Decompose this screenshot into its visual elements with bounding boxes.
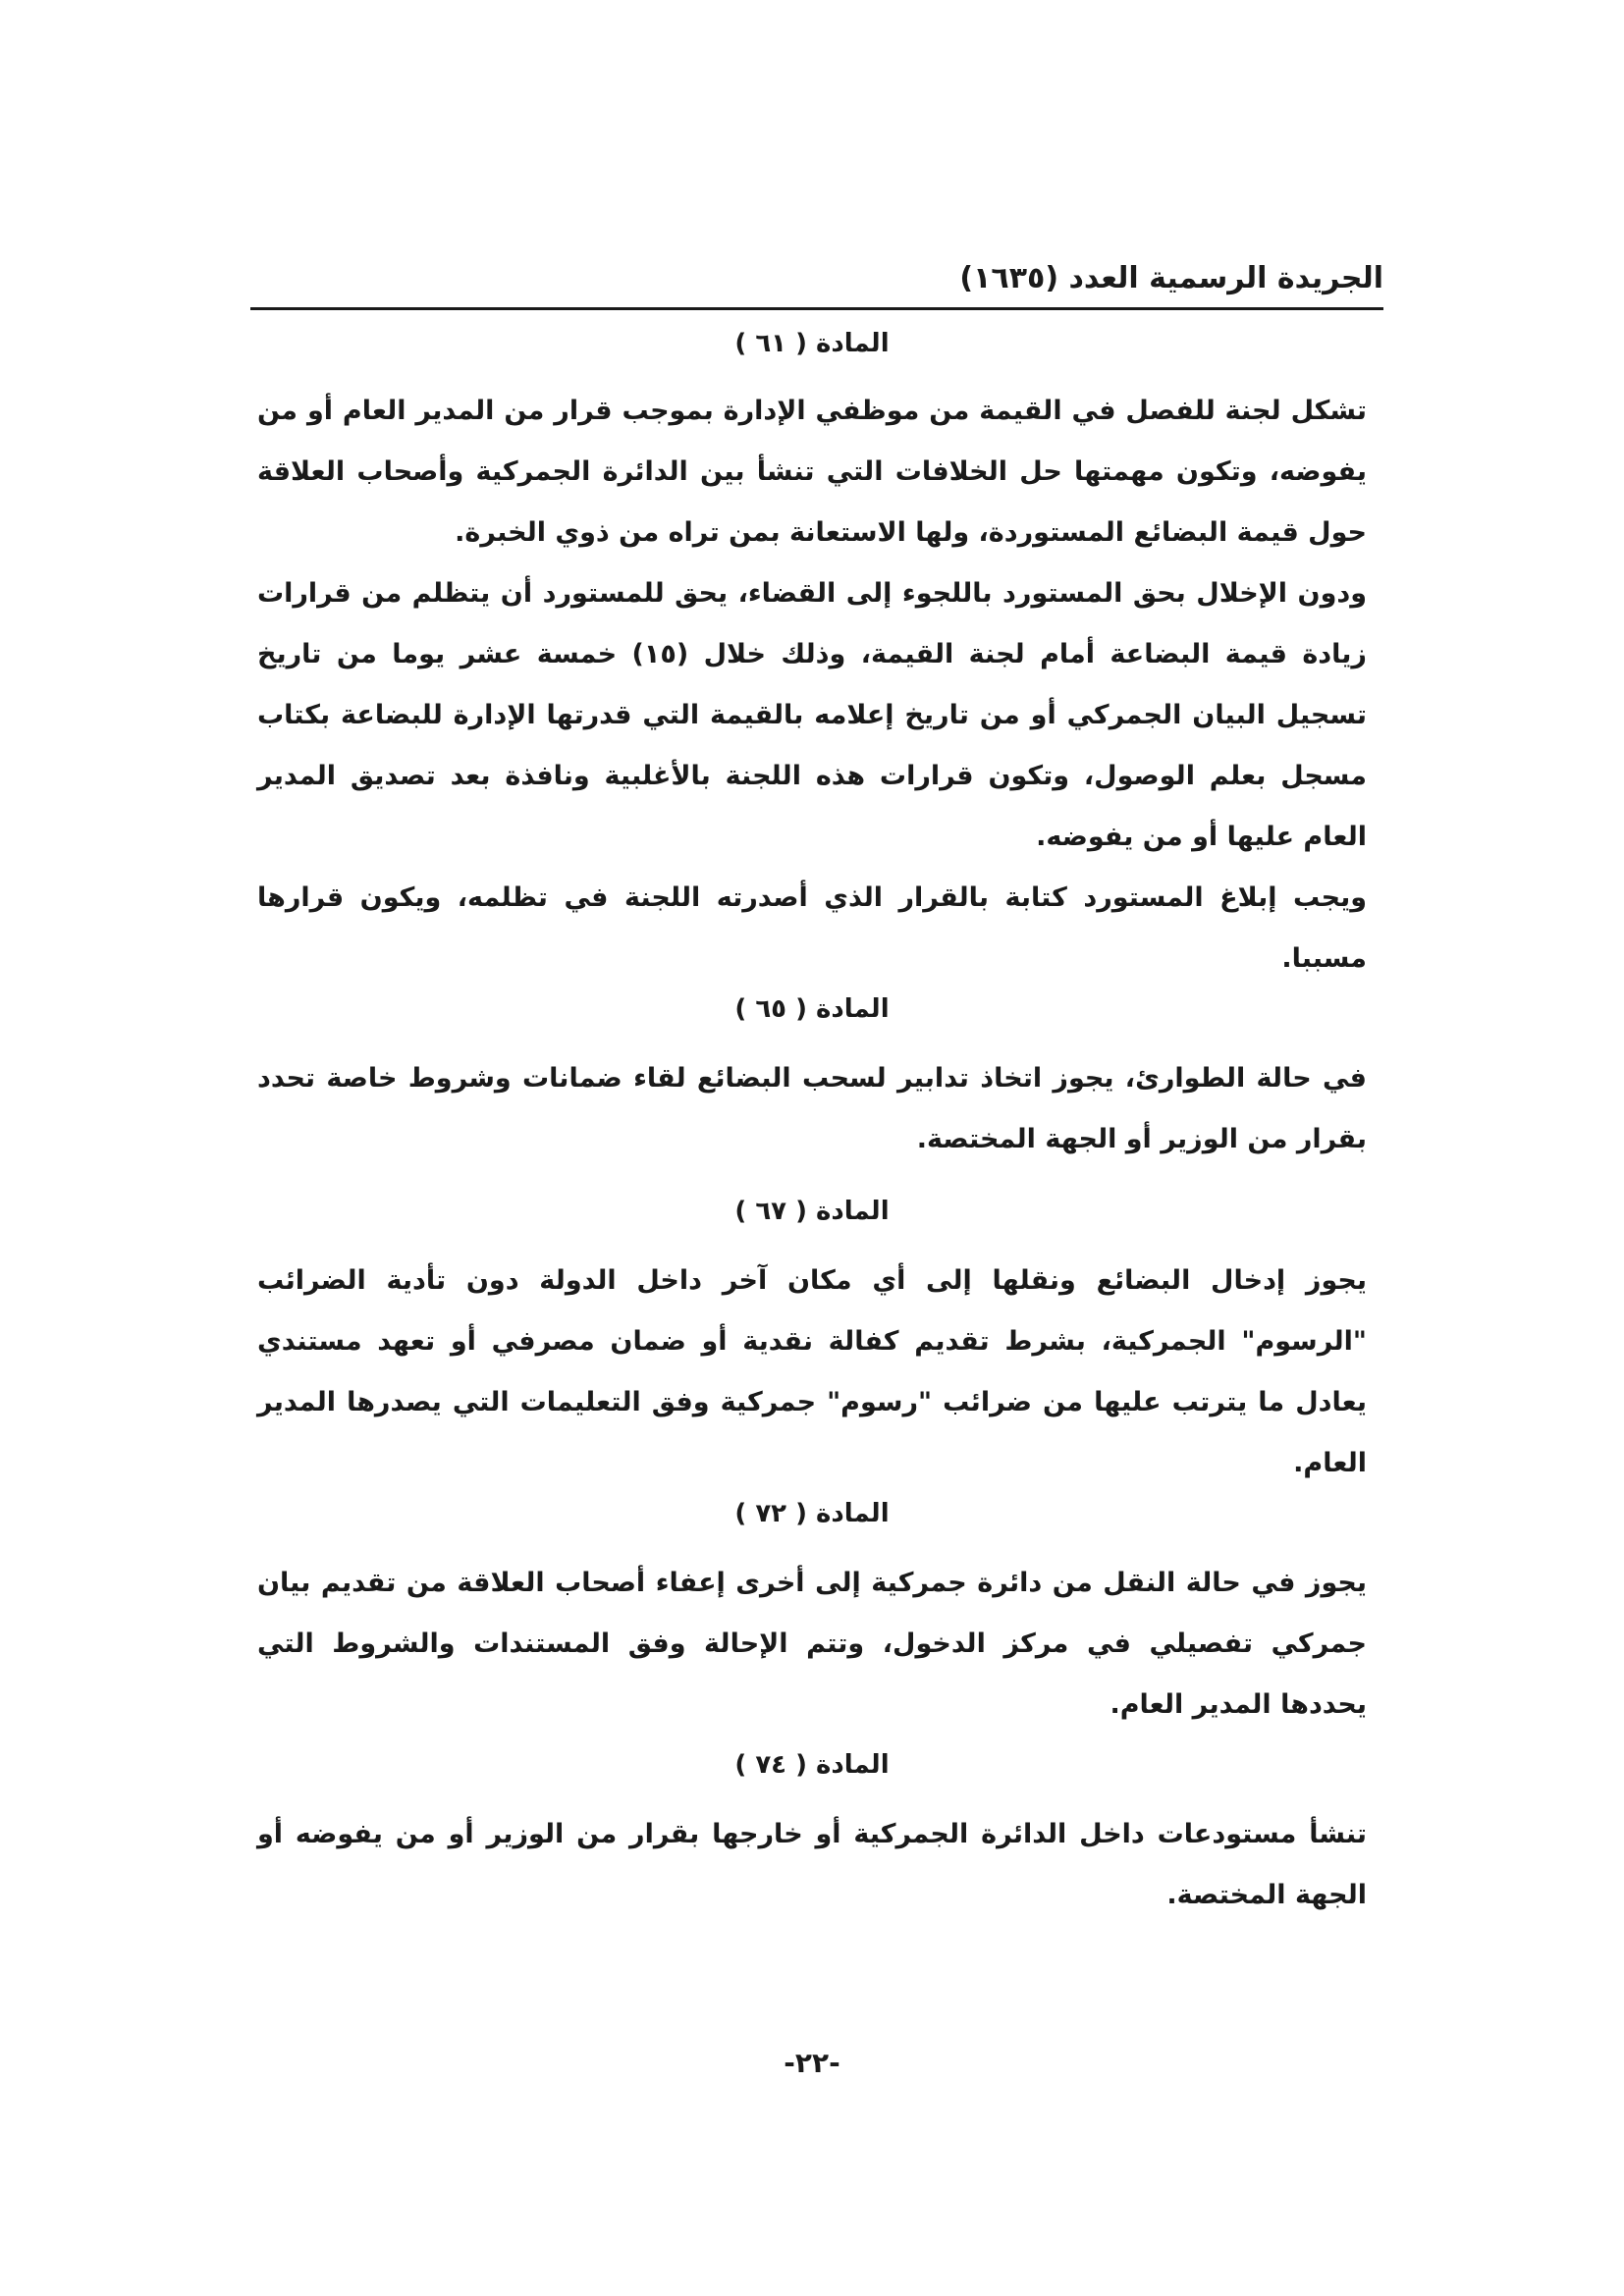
article-paragraph: ويجب إبلاغ المستورد كتابة بالقرار الذي أصدرته اللجنة في تظلمه، ويكون قرارها مسببا. xyxy=(257,882,1367,974)
article-74 xyxy=(257,1745,1367,1926)
page-number: -٢٢- xyxy=(784,2047,840,2079)
article-heading: المادة ( ٧٤ ) xyxy=(734,1750,890,1780)
article-paragraph: يجوز إدخال البضائع ونقلها إلى أي مكان آخر داخل الدولة دون تأدية الضرائب "الرسوم" الجمركية، بشرط تقديم كفالة نقدية أو ضمان مصرفي أو تعهد مستندي يعادل ما يترتب عليها من ضرائب "رسوم" جمركية وفق التعليمات التي يصدرها المدير العام. xyxy=(257,1265,1367,1478)
article-67 xyxy=(257,1192,1367,1494)
article-heading: المادة ( ٦٧ ) xyxy=(734,1197,890,1226)
header-rule xyxy=(250,307,1383,310)
article-paragraph: يجوز في حالة النقل من دائرة جمركية إلى أخرى إعفاء أصحاب العلاقة من تقديم بيان جمركي تفصيلي في مركز الدخول، وتتم الإحالة وفق المستندات والشروط التي يحددها المدير العام. xyxy=(257,1568,1367,1720)
gazette-title: الجريدة الرسمية العدد (١٦٣٥) xyxy=(959,261,1383,295)
article-paragraph: في حالة الطوارئ، يجوز اتخاذ تدابير لسحب البضائع لقاء ضمانات وشروط خاصة تحدد بقرار من الوزير أو الجهة المختصة. xyxy=(257,1063,1367,1154)
article-heading: المادة ( ٦١ ) xyxy=(734,329,890,358)
article-72 xyxy=(257,1494,1367,1735)
article-paragraph: ودون الإخلال بحق المستورد باللجوء إلى القضاء، يحق للمستورد أن يتظلم من قرارات زيادة قيمة البضاعة أمام لجنة القيمة، وذلك خلال (١٥) خمسة عشر يوما من تاريخ تسجيل البيان الجمركي أو من تاريخ إعلامه بالقيمة التي قدرتها الإدارة للبضاعة بكتاب مسجل بعلم الوصول، وتكون قرارات هذه اللجنة بالأغلبية ونافذة بعد تصديق المدير العام عليها أو من يفوضه. xyxy=(257,578,1367,852)
article-65 xyxy=(257,989,1367,1170)
article-61 xyxy=(257,324,1367,989)
article-paragraph: تنشأ مستودعات داخل الدائرة الجمركية أو خارجها بقرار من الوزير أو من يفوضه أو الجهة المختصة. xyxy=(257,1819,1367,1910)
page-header xyxy=(250,257,1383,306)
article-heading: المادة ( ٦٥ ) xyxy=(734,994,890,1024)
document-body xyxy=(257,324,1367,1926)
article-paragraph: تشكل لجنة للفصل في القيمة من موظفي الإدارة بموجب قرار من المدير العام أو من يفوضه، وتكون مهمتها حل الخلافات التي تنشأ بين الدائرة الجمركية وأصحاب العلاقة حول قيمة البضائع المستوردة، ولها الاستعانة بمن تراه من ذوي الخبرة. xyxy=(257,396,1367,548)
article-heading: المادة ( ٧٢ ) xyxy=(734,1499,890,1528)
